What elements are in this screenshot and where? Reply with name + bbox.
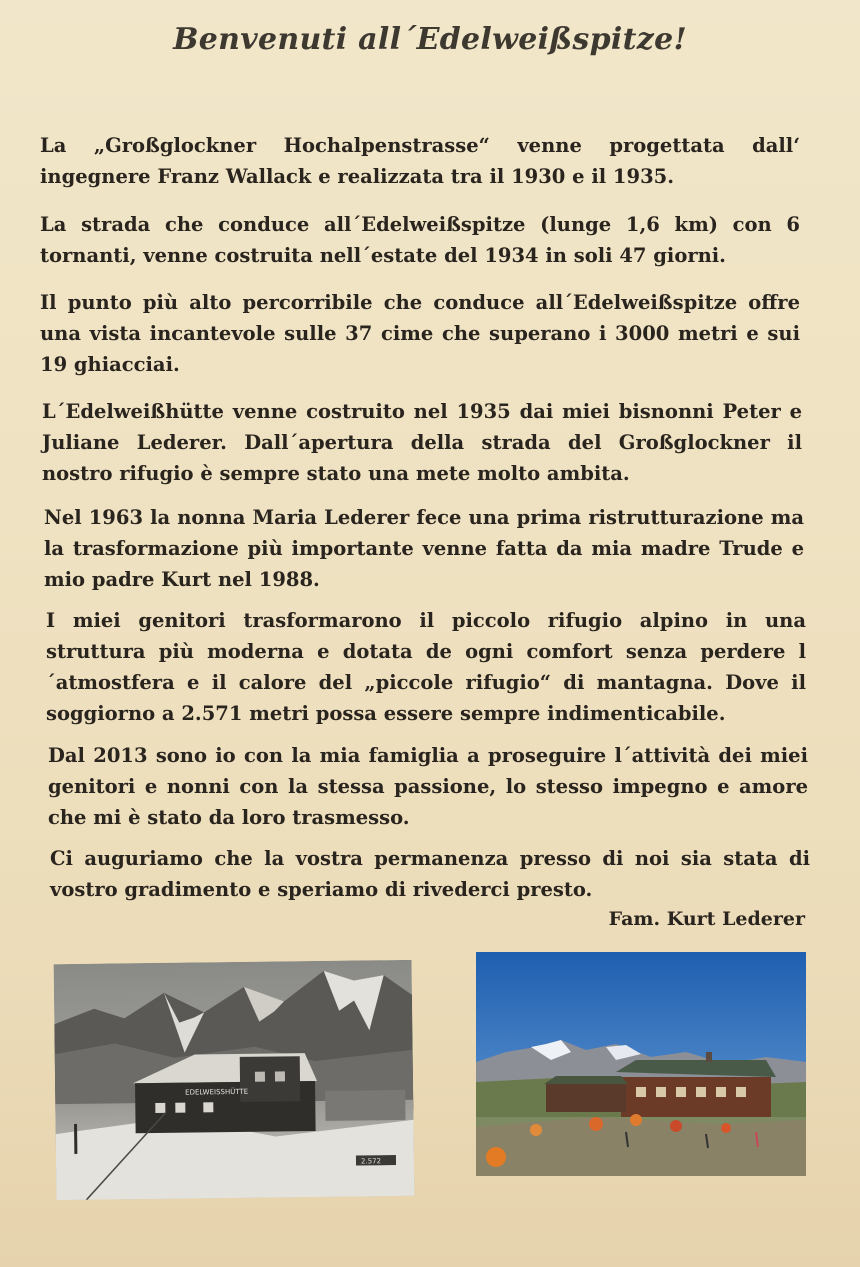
paragraph-3: Il punto più alto percorribile che conduce all´Edelweißspitze offre una vista incantevole sulle 37 cime che superano i 3000 metri e sui 19 ghiacciai. — [40, 291, 800, 376]
historic-hut-photo — [54, 960, 415, 1200]
paragraph-2: La strada che conduce all´Edelweißspitze (lunge 1,6 km) con 6 tornanti, venne costruita nell´estate del 1934 in soli 47 giorni. — [40, 213, 800, 267]
paragraph-5: Nel 1963 la nonna Maria Lederer fece una prima ristrutturazione ma la trasformazione più importante venne fatta da mia madre Trude e mio padre Kurt nel 1988. — [44, 506, 804, 591]
modern-hut-photo — [476, 952, 806, 1176]
paragraph-1: La „Großglockner Hochalpenstrasse“ venne progettata dall‘ ingegnere Franz Wallack e realizzata tra il 1930 e il 1935. — [40, 134, 800, 188]
paragraph-4: L´Edelweißhütte venne costruito nel 1935 dai miei bisnonni Peter e Juliane Lederer. Dall´apertura della strada del Großglockner il nostro rifugio è sempre stato una mete molto ambita. — [42, 400, 802, 485]
paragraph-6: I miei genitori trasformarono il piccolo rifugio alpino in una struttura più moderna e dotata de ogni comfort senza perdere l´atmostfera e il calore del „piccole rifugio“ di mantagna. Dove il soggiorno a 2.571 metri possa essere sempre indimenticabile. — [46, 609, 806, 725]
signature: Fam. Kurt Lederer — [608, 908, 805, 930]
historic-altitude-plate: 2.572 — [360, 1157, 382, 1166]
historic-hut-sign: EDELWEISSHÜTTE — [185, 1087, 249, 1097]
paragraph-7: Dal 2013 sono io con la mia famiglia a proseguire l´attività dei miei genitori e nonni con la stessa passione, lo stesso impegno e amore che mi è stato da loro trasmesso. — [48, 744, 808, 829]
page-title: Benvenuti all´Edelweißspitze! — [173, 22, 687, 57]
paragraph-8: Ci auguriamo che la vostra permanenza presso di noi sia stata di vostro gradimento e speriamo di rivederci presto. — [50, 847, 810, 901]
